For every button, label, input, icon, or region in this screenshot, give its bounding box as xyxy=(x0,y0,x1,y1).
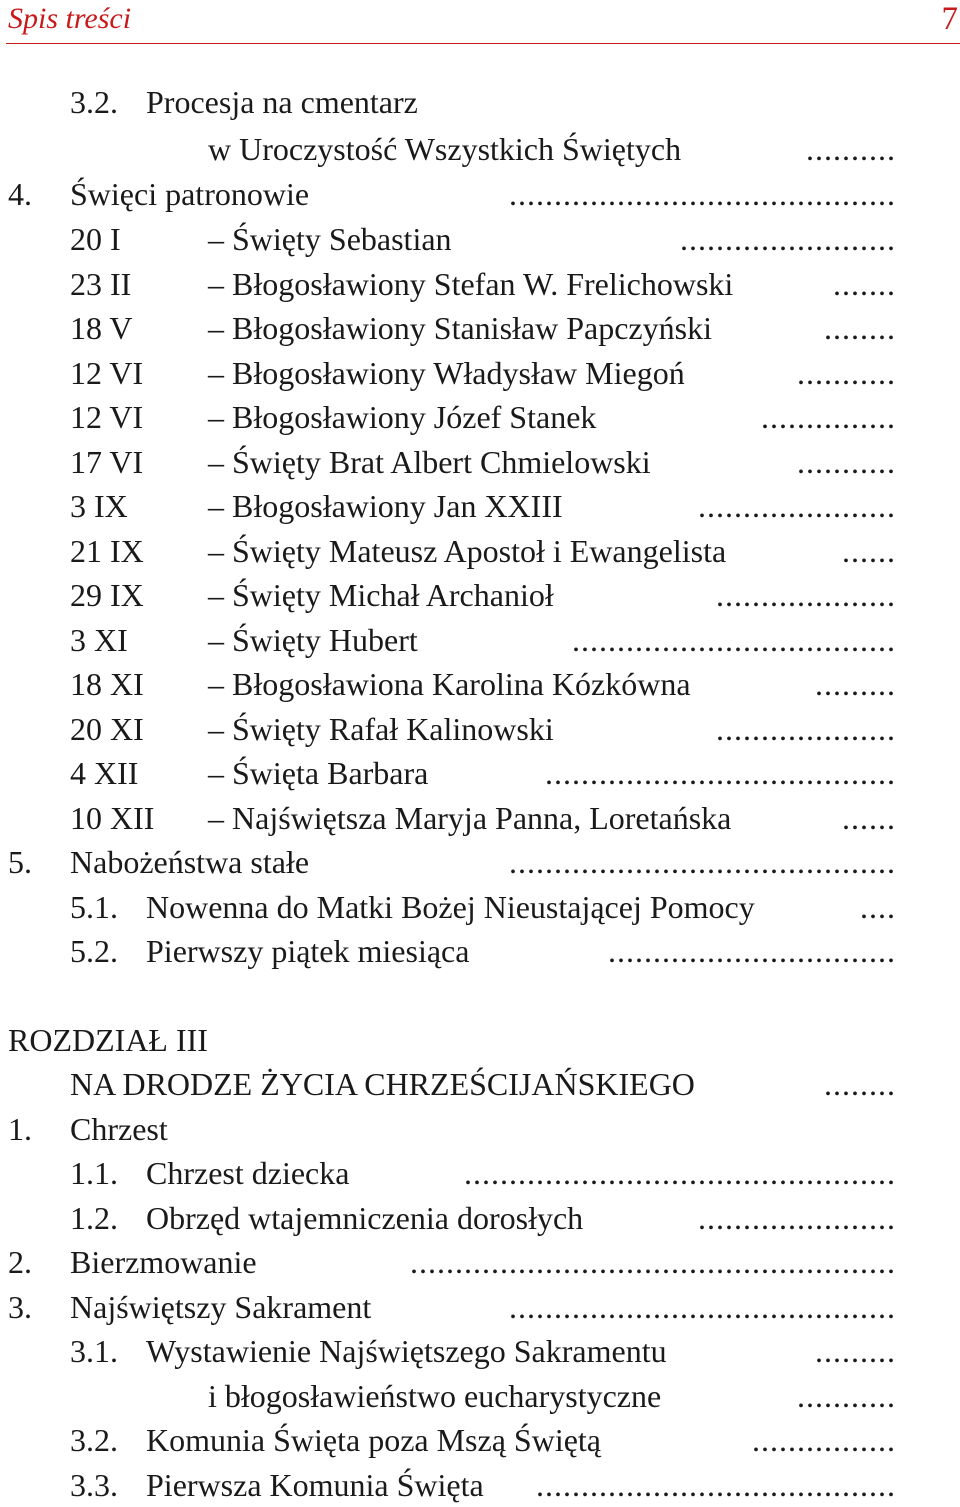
toc-entry xyxy=(70,1374,896,1418)
toc-entry-title: – Święty Mateusz Apostoł i Ewangelista xyxy=(208,529,730,573)
toc-entry xyxy=(70,1062,896,1106)
toc-leader-dots: ........ xyxy=(824,1066,896,1102)
toc-leader-dots: ................................ xyxy=(608,933,896,969)
toc-entry xyxy=(70,217,896,261)
toc-entry-number: 3 XI xyxy=(70,622,128,658)
header-divider xyxy=(6,43,960,44)
toc-entry-number: 3.2. xyxy=(70,1422,118,1458)
toc-entry-title: – Błogosławiony Władysław Miegoń xyxy=(208,351,689,395)
toc-entry-title: Komunia Święta poza Mszą Świętą xyxy=(146,1418,605,1462)
toc-entry-number: 3.2. xyxy=(70,84,118,120)
toc-entry-number: 12 VI xyxy=(70,355,144,391)
toc-leader-dots: ...... xyxy=(842,533,896,569)
toc-entry-number: 5. xyxy=(8,844,32,880)
toc-entry xyxy=(8,1018,896,1062)
toc-leader-dots: .................... xyxy=(716,577,896,613)
toc-entry xyxy=(70,80,896,124)
toc-entry-title: Chrzest xyxy=(70,1107,172,1151)
toc-entry-number: 18 XI xyxy=(70,666,144,702)
toc-entry-number: 1.1. xyxy=(70,1155,118,1191)
toc-entry-title: Obrzęd wtajemniczenia dorosłych xyxy=(146,1196,587,1240)
toc-entry-title: – Święta Barbara xyxy=(208,751,432,795)
toc-entry xyxy=(70,573,896,617)
toc-entry-title: – Święty Brat Albert Chmielowski xyxy=(208,440,655,484)
toc-entry-title: Bierzmowanie xyxy=(70,1240,261,1284)
toc-entry xyxy=(70,395,896,439)
toc-entry-title: Chrzest dziecka xyxy=(146,1151,353,1195)
toc-entry-title: Nabożeństwa stałe xyxy=(70,840,313,884)
toc-leader-dots: ...................................................... xyxy=(410,1244,896,1280)
toc-entry-title: – Najświętsza Maryja Panna, Loretańska xyxy=(208,796,735,840)
toc-entry xyxy=(8,1285,896,1329)
toc-leader-dots: ........................................... xyxy=(509,1289,896,1325)
toc-entry-number: 3 IX xyxy=(70,488,128,524)
toc-entry-title: Nowenna do Matki Bożej Nieustającej Pomocy xyxy=(146,885,759,929)
toc-leader-dots: ........... xyxy=(797,1378,896,1414)
toc-leader-dots: ................................................ xyxy=(464,1155,896,1191)
toc-entry-title: – Święty Rafał Kalinowski xyxy=(208,707,558,751)
toc-entry-number: 17 VI xyxy=(70,444,144,480)
toc-entry-title: Pierwsza Komunia Święta xyxy=(146,1463,488,1507)
toc-entry-title: i błogosławieństwo eucharystyczne xyxy=(208,1374,665,1418)
toc-leader-dots: ................ xyxy=(752,1422,896,1458)
toc-entry xyxy=(70,1418,896,1462)
toc-entry xyxy=(70,751,896,795)
toc-entry-title: Święci patronowie xyxy=(70,172,313,216)
toc-entry xyxy=(70,1463,896,1507)
toc-leader-dots: ........................................... xyxy=(509,844,896,880)
toc-leader-dots: ......... xyxy=(815,1333,896,1369)
toc-entry-number: 21 IX xyxy=(70,533,144,569)
toc-entry-title: – Błogosławiony Stanisław Papczyński xyxy=(208,306,716,350)
toc-entry-title: Wystawienie Najświętszego Sakramentu xyxy=(146,1329,671,1373)
toc-entry xyxy=(8,840,896,884)
toc-entry-number: 10 XII xyxy=(70,800,155,836)
page-number: 7 xyxy=(941,1,958,37)
toc-entry-title: – Błogosławiony Stefan W. Frelichowski xyxy=(208,262,737,306)
toc-leader-dots: ...................... xyxy=(698,1200,896,1236)
running-title: Spis treści xyxy=(8,2,132,35)
toc-entry xyxy=(70,885,896,929)
toc-leader-dots: ........................ xyxy=(680,221,896,257)
toc-leader-dots: ....................................... xyxy=(545,755,896,791)
toc-entry-title: w Uroczystość Wszystkich Świętych xyxy=(208,127,685,171)
toc-entry xyxy=(70,1329,896,1373)
toc-leader-dots: .......... xyxy=(806,131,896,167)
toc-entry-title: Najświętszy Sakrament xyxy=(70,1285,375,1329)
toc-entry-title: – Święty Michał Archanioł xyxy=(208,573,558,617)
toc-entry-number: 18 V xyxy=(70,310,133,346)
toc-entry-title: NA DRODZE ŻYCIA CHRZEŚCIJAŃSKIEGO xyxy=(70,1062,699,1106)
toc-leader-dots: ........................................... xyxy=(509,176,896,212)
toc-entry xyxy=(8,1107,896,1151)
toc-entry-title: – Błogosławiona Karolina Kózkówna xyxy=(208,662,695,706)
toc-entry xyxy=(70,484,896,528)
toc-entry-number: 3. xyxy=(8,1289,32,1325)
toc-entry xyxy=(70,127,896,171)
toc-entry xyxy=(8,172,896,216)
toc-entry-number: 2. xyxy=(8,1244,32,1280)
toc-leader-dots: ........ xyxy=(824,310,896,346)
toc-entry xyxy=(70,796,896,840)
toc-entry xyxy=(8,1240,896,1284)
toc-leader-dots: ........... xyxy=(797,444,896,480)
toc-entry xyxy=(70,440,896,484)
toc-entry-number: 23 II xyxy=(70,266,132,302)
toc-entry-title: – Święty Sebastian xyxy=(208,217,456,261)
toc-entry-number: 4. xyxy=(8,176,32,212)
toc-leader-dots: .... xyxy=(860,889,896,925)
toc-entry-number: ROZDZIAŁ III xyxy=(8,1022,208,1058)
page-header xyxy=(6,0,960,44)
toc-leader-dots: .................................... xyxy=(572,622,896,658)
toc-entry-title: – Błogosławiony Jan XXIII xyxy=(208,484,567,528)
toc-entry-number: 3.3. xyxy=(70,1467,118,1503)
toc-entry-title: Pierwszy piątek miesiąca xyxy=(146,929,473,973)
toc-entry-number: 29 IX xyxy=(70,577,144,613)
toc-leader-dots: ............... xyxy=(761,399,896,435)
toc-entry xyxy=(70,707,896,751)
toc-leader-dots: .................... xyxy=(716,711,896,747)
toc-entry-number: 5.2. xyxy=(70,933,118,969)
toc-entry xyxy=(70,618,896,662)
toc-entry xyxy=(70,1151,896,1195)
toc-leader-dots: ...................... xyxy=(698,488,896,524)
toc-entry xyxy=(70,1196,896,1240)
toc-entry xyxy=(70,351,896,395)
toc-entry-title: Procesja na cmentarz xyxy=(146,80,422,124)
toc-entry-number: 20 XI xyxy=(70,711,144,747)
toc-entry-title: – Święty Hubert xyxy=(208,618,422,662)
toc-leader-dots: ........................................ xyxy=(536,1467,896,1503)
toc-entry-number: 4 XII xyxy=(70,755,139,791)
toc-entry xyxy=(70,529,896,573)
toc-entry xyxy=(70,662,896,706)
toc-leader-dots: ........... xyxy=(797,355,896,391)
toc-entry xyxy=(70,262,896,306)
toc-leader-dots: ......... xyxy=(815,666,896,702)
toc-entry-number: 1.2. xyxy=(70,1200,118,1236)
toc-entry xyxy=(70,929,896,973)
toc-leader-dots: ...... xyxy=(842,800,896,836)
toc-entry-number: 1. xyxy=(8,1111,32,1147)
toc-entry-number: 20 I xyxy=(70,221,121,257)
toc-entry-number: 3.1. xyxy=(70,1333,118,1369)
toc-entry-number: 5.1. xyxy=(70,889,118,925)
toc-entry-number: 12 VI xyxy=(70,399,144,435)
toc-entry xyxy=(70,306,896,350)
toc-leader-dots: ....... xyxy=(833,266,896,302)
toc-entry-title: – Błogosławiony Józef Stanek xyxy=(208,395,600,439)
